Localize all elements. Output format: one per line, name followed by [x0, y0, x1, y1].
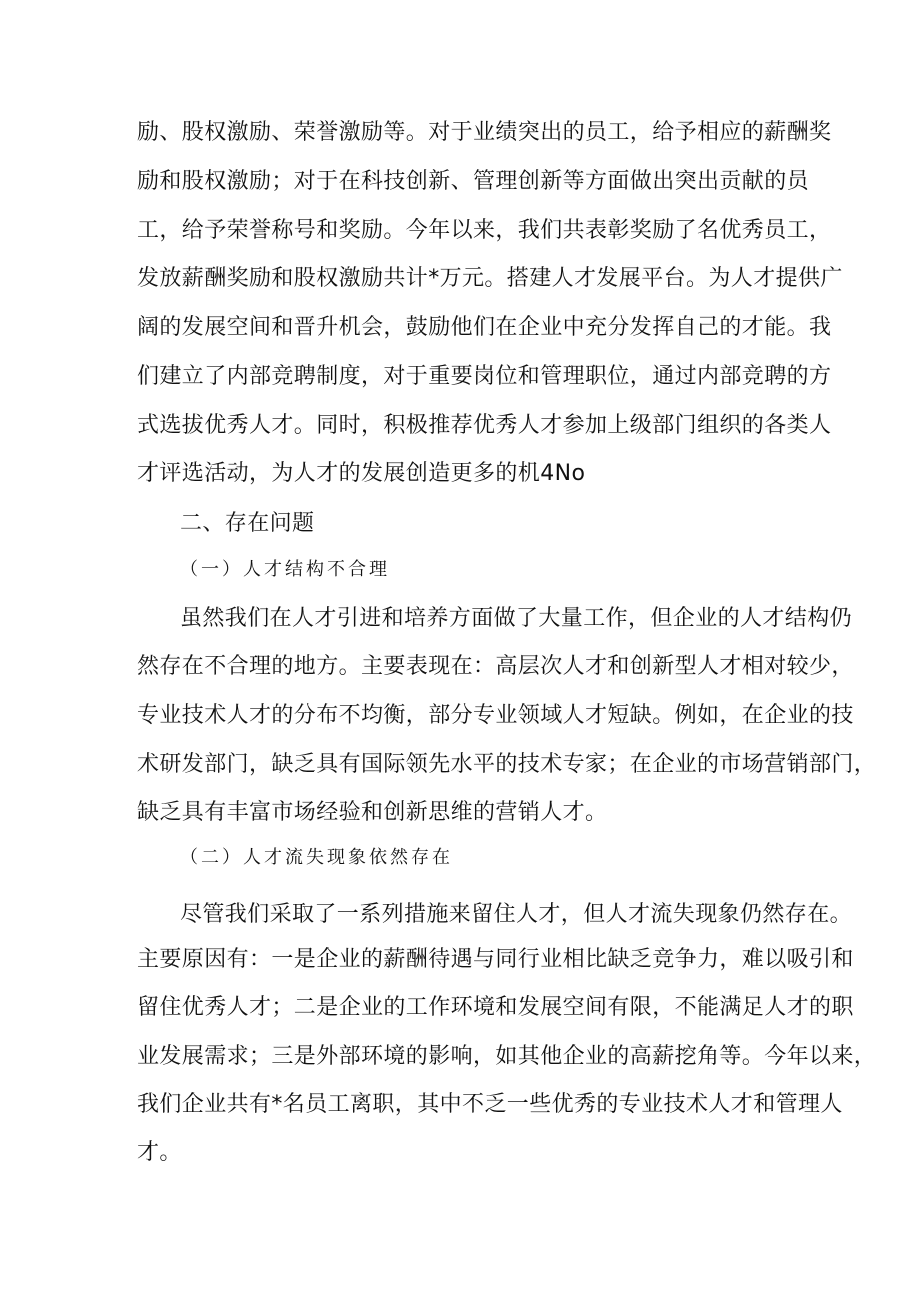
paragraph-line: 术研发部门，缺乏具有国际领先水平的技术专家；在企业的市场营销部门，	[137, 752, 877, 777]
paragraph-line: 留住优秀人才；二是企业的工作环境和发展空间有限，不能满足人才的职	[137, 995, 854, 1020]
paragraph-line: 专业技术人才的分布不均衡，部分专业领域人才短缺。例如，在企业的技	[137, 703, 854, 728]
paragraph-line: 尽管我们采取了一系列措施来留住人才，但人才流失现象仍然存在。	[180, 902, 853, 927]
subsection-heading: （二）人才流失现象依然存在	[180, 847, 453, 868]
paragraph-line: 缺乏具有丰富市场经验和创新思维的营销人才。	[137, 800, 608, 825]
paragraph-line: 励和股权激励；对于在科技创新、管理创新等方面做出突出贡献的员	[137, 169, 810, 194]
paragraph-line: 才。	[137, 1140, 182, 1165]
paragraph-line: 我们企业共有*名员工离职，其中不乏一些优秀的专业技术人才和管理人	[137, 1092, 843, 1117]
paragraph-line: 业发展需求；三是外部环境的影响，如其他企业的高薪挖角等。今年以来，	[137, 1044, 877, 1069]
subsection-heading: （一）人才结构不合理	[180, 559, 390, 580]
section-heading: 二、存在问题	[180, 511, 315, 536]
paragraph-line: 们建立了内部竞聘制度，对于重要岗位和管理职位，通过内部竞聘的方	[137, 364, 832, 389]
paragraph-line: 然存在不合理的地方。主要表现在：高层次人才和创新型人才相对较少，	[137, 654, 854, 679]
paragraph-line: 发放薪酬奖励和股权激励共计*万元。搭建人才发展平台。为人才提供广	[137, 266, 843, 291]
paragraph-line: 虽然我们在人才引进和培养方面做了大量工作，但企业的人才结构仍	[180, 606, 853, 631]
paragraph-line: 工，给予荣誉称号和奖励。今年以来，我们共表彰奖励了名优秀员工，	[137, 218, 832, 243]
paragraph-line: 阔的发展空间和晋升机会，鼓励他们在企业中充分发挥自己的才能。我	[137, 315, 832, 340]
paragraph-line: 式选拔优秀人才。同时，积极推荐优秀人才参加上级部门组织的各类人	[137, 413, 832, 438]
paragraph-line: 才评选活动，为人才的发展创造更多的机4No	[137, 461, 586, 486]
paragraph-line: 励、股权激励、荣誉激励等。对于业绩突出的员工，给予相应的薪酬奖	[137, 120, 832, 145]
paragraph-line: 主要原因有：一是企业的薪酬待遇与同行业相比缺乏竞争力，难以吸引和	[137, 947, 854, 972]
